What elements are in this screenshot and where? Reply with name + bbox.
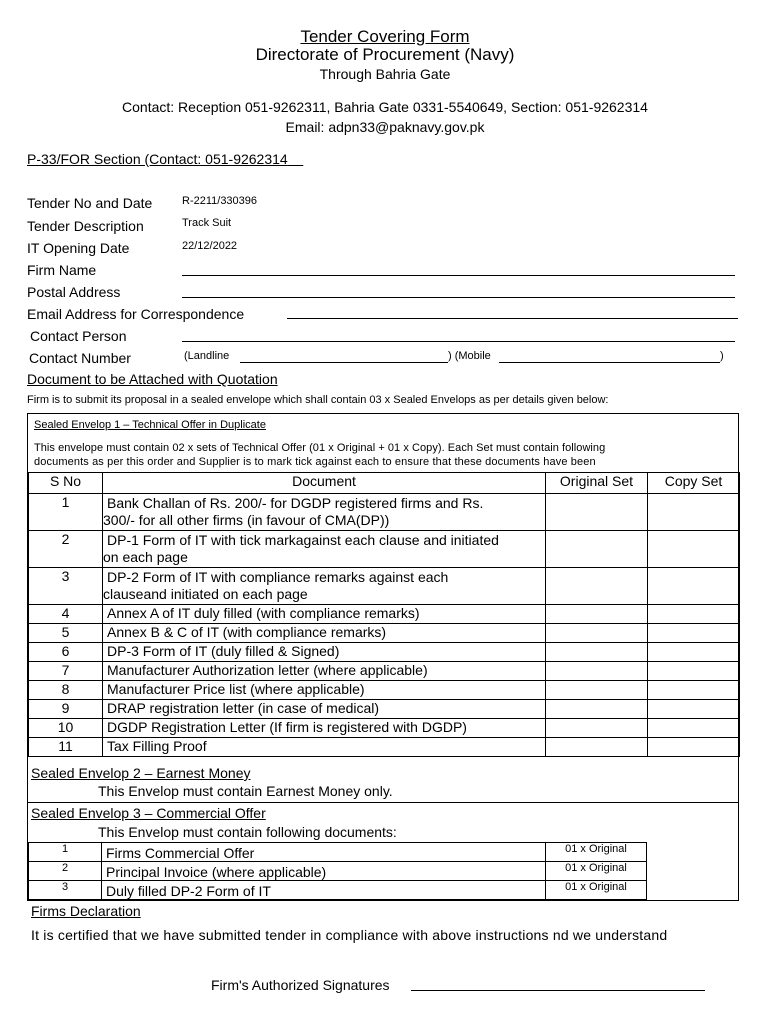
row-document: Manufacturer Price list (where applicable) (103, 681, 546, 700)
row-quantity: 01 x Original (546, 843, 647, 862)
row-sno: 1 (29, 843, 102, 862)
firm-name-field[interactable] (182, 275, 735, 276)
row-sno: 4 (29, 605, 103, 624)
table-row (29, 605, 740, 624)
original-set-check[interactable] (546, 531, 648, 568)
table-row (29, 681, 740, 700)
copy-set-check[interactable] (648, 643, 740, 662)
opening-date-label: IT Opening Date (27, 240, 130, 256)
row-sno: 6 (29, 643, 103, 662)
row-document: DRAP registration letter (in case of medical) (103, 700, 546, 719)
table-row (29, 862, 647, 881)
tender-description-value[interactable]: Track Suit (182, 217, 232, 229)
copy-set-check[interactable] (648, 624, 740, 643)
declaration-text: It is certified that we have submitted tender in compliance with above instructions nd we understand (31, 927, 668, 943)
original-set-check[interactable] (546, 568, 648, 605)
table-row (29, 643, 740, 662)
landline-field[interactable] (240, 362, 448, 363)
copy-set-check[interactable] (648, 719, 740, 738)
row-quantity: 01 x Original (546, 862, 647, 881)
row-sno: 10 (29, 719, 103, 738)
table-row (29, 700, 740, 719)
contact-person-label: Contact Person (30, 328, 127, 344)
envelope1-title: Sealed Envelop 1 – Technical Offer in Duplicate (34, 419, 266, 431)
header-sno: S No (29, 473, 103, 494)
original-set-check[interactable] (546, 700, 648, 719)
table-row (29, 494, 740, 531)
row-sno: 3 (29, 881, 102, 900)
row-document: Duly filled DP-2 Form of IT (102, 881, 546, 900)
tender-no-value[interactable]: R-2211/330396 (182, 195, 258, 207)
landline-label: (Landline (184, 350, 230, 362)
original-set-check[interactable] (546, 719, 648, 738)
contact-number-label: Contact Number (29, 350, 131, 366)
row-quantity: 01 x Original (546, 881, 647, 900)
envelope2-title: Sealed Envelop 2 – Earnest Money (31, 765, 251, 781)
row-sno: 8 (29, 681, 103, 700)
copy-set-check[interactable] (648, 605, 740, 624)
tender-description-label: Tender Description (27, 218, 144, 234)
row-sno: 2 (29, 862, 102, 881)
row-document: Annex B & C of IT (with compliance remarks) (103, 624, 546, 643)
row-sno: 5 (29, 624, 103, 643)
postal-address-field[interactable] (182, 297, 735, 298)
form-title: Tender Covering Form (300, 27, 470, 46)
row-sno: 7 (29, 662, 103, 681)
original-set-check[interactable] (546, 662, 648, 681)
envelope1-desc-1: This envelope must contain 02 x sets of Technical Offer (01 x Original + 01 x Copy). Each Set must contain following (34, 442, 606, 454)
envelope1-desc-2: documents as per this order and Supplier is to mark tick against each to ensure that these documents have been (34, 456, 596, 468)
original-set-check[interactable] (546, 738, 648, 757)
row-document: Firms Commercial Offer (102, 843, 546, 862)
table-row (29, 568, 740, 605)
copy-set-check[interactable] (648, 681, 740, 700)
row-document: DP-1 Form of IT with tick markagainst each clause and initiated on each page (103, 531, 546, 568)
header-original-set: Original Set (546, 473, 648, 494)
row-document: Manufacturer Authorization letter (where applicable) (103, 662, 546, 681)
row-sno: 1 (29, 494, 103, 531)
table-row (29, 662, 740, 681)
copy-set-check[interactable] (648, 494, 740, 531)
original-set-check[interactable] (546, 624, 648, 643)
header-copy-set: Copy Set (648, 473, 740, 494)
row-sno: 11 (29, 738, 103, 757)
envelope3-title: Sealed Envelop 3 – Commercial Offer (31, 805, 266, 821)
row-document: Annex A of IT duly filled (with compliance remarks) (103, 605, 546, 624)
postal-address-label: Postal Address (27, 284, 121, 300)
envelope2-divider (28, 802, 739, 803)
header-document: Document (103, 473, 546, 494)
table-row (29, 843, 647, 862)
technical-documents-table (28, 472, 740, 757)
original-set-check[interactable] (546, 605, 648, 624)
opening-date-value[interactable]: 22/12/2022 (182, 240, 238, 252)
table-row (29, 531, 740, 568)
row-document: DP-2 Form of IT with compliance remarks against each clauseand initiated on each page (103, 568, 546, 605)
signature-field[interactable] (411, 990, 705, 991)
attach-heading: Document to be Attached with Quotation (27, 371, 278, 387)
original-set-check[interactable] (546, 643, 648, 662)
contact-person-field[interactable] (182, 341, 735, 342)
table-row (29, 719, 740, 738)
tender-no-label: Tender No and Date (27, 195, 153, 211)
attach-intro: Firm is to submit its proposal in a sealed envelope which shall contain 03 x Sealed Envelops as per details given below: (27, 394, 609, 406)
firm-name-label: Firm Name (27, 262, 97, 278)
through-text: Through Bahria Gate (319, 66, 451, 82)
contact-text: Contact: Reception 051-9262311, Bahria Gate 0331-5540649, Section: 051-9262314 (122, 99, 648, 115)
mobile-close: ) (720, 350, 724, 362)
table-row (29, 881, 647, 900)
directorate-title: Directorate of Procurement (Navy) (255, 45, 515, 64)
row-document: Tax Filling Proof (103, 738, 546, 757)
original-set-check[interactable] (546, 494, 648, 531)
copy-set-check[interactable] (648, 738, 740, 757)
row-sno: 9 (29, 700, 103, 719)
row-sno: 3 (29, 568, 103, 605)
mobile-label: ) (Mobile (448, 350, 491, 362)
email-address-label: Email Address for Correspondence (27, 306, 245, 322)
commercial-documents-table (28, 842, 647, 900)
row-document: DP-3 Form of IT (duly filled & Signed) (103, 643, 546, 662)
email-address-field[interactable] (287, 318, 738, 319)
original-set-check[interactable] (546, 681, 648, 700)
row-document: Principal Invoice (where applicable) (102, 862, 546, 881)
table-row (29, 624, 740, 643)
section-line: P-33/FOR Section (Contact: 051-9262314 (27, 151, 288, 167)
copy-set-check[interactable] (648, 662, 740, 681)
signature-label: Firm's Authorized Signatures (211, 977, 390, 993)
row-document: Bank Challan of Rs. 200/- for DGDP registered firms and Rs. 300/- for all other firms (in favour of CMA(DP)) (103, 494, 546, 531)
email-text: Email: adpn33@paknavy.gov.pk (285, 119, 485, 135)
mobile-field[interactable] (499, 362, 720, 363)
copy-set-check[interactable] (648, 568, 740, 605)
row-document: DGDP Registration Letter (If firm is registered with DGDP) (103, 719, 546, 738)
envelope2-desc: This Envelop must contain Earnest Money only. (98, 783, 393, 799)
row-sno: 2 (29, 531, 103, 568)
table-row (29, 738, 740, 757)
copy-set-check[interactable] (648, 531, 740, 568)
copy-set-check[interactable] (648, 700, 740, 719)
declaration-title: Firms Declaration (31, 903, 141, 919)
envelope3-desc: This Envelop must contain following documents: (98, 824, 397, 840)
